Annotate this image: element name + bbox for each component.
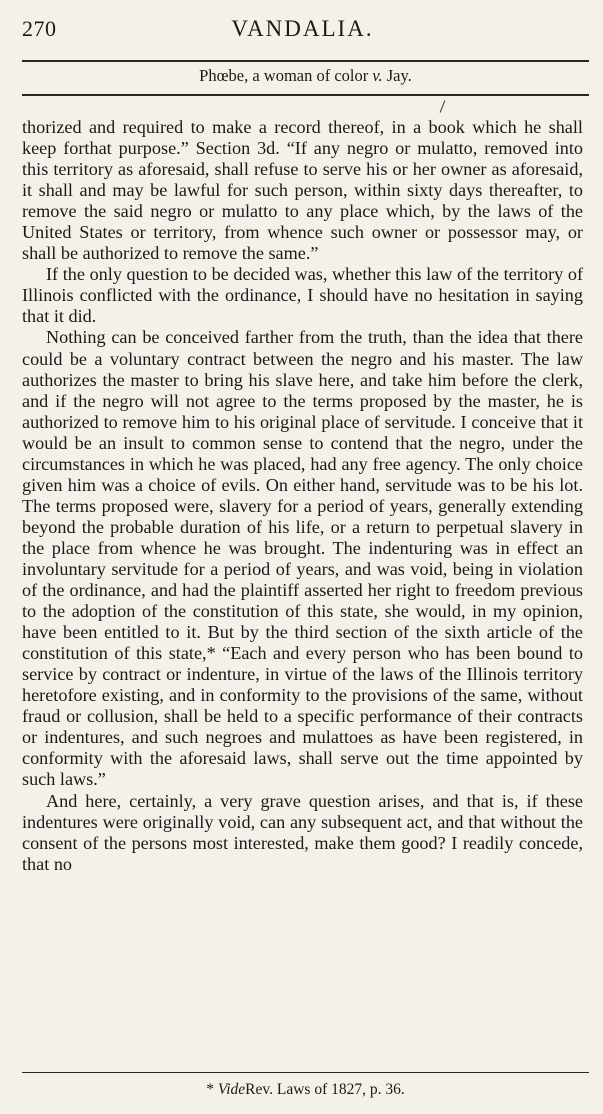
running-head — [22, 16, 583, 44]
header-rule-bottom — [22, 94, 589, 96]
paragraph: Nothing can be conceived farther from the truth, than the idea that there could be a voluntary contract between the negro and his master. The law authorizes the master to bring his slave here, and take him before the clerk, and if the negro will not agree to the terms proposed by the master, he is authorized to remove him to his original place of servitude. I conceive that it would be an insult to common sense to contend that the negro, under the circumstances in which he was placed, had any free agency. The only choice given him was a choice of evils. On either hand, servitude was to be his lot. The terms proposed were, slavery for a period of years, generally extending beyond the probable duration of his life, or a return to perpetual slavery in the place from whence he was brought. The indenturing was in effect an involuntary servitude for a period of years, and was void, being in violation of the ordinance, and had the plaintiff asserted her right to freedom previous to the adoption of the constitution of this state, she would, in my opinion, have been entitled to it. But by the third section of the sixth article of the constitution of this state,* “Each and every person who has been bound to service by contract or indenture, in virtue of the laws of the Illinois territory heretofore existing, and in conformity to the provisions of the same, without fraud or collusion, shall be held to a specific performance of their contracts or indentures, and such negroes and mulattoes as have been registered, in conformity with the aforesaid laws, shall serve out the time appointed by such laws.” — [22, 327, 583, 790]
running-title: VANDALIA. — [231, 16, 374, 41]
page-number: 270 — [22, 16, 57, 41]
footnote — [22, 1081, 589, 1099]
body-text — [22, 117, 583, 875]
paragraph-continued: thorized and required to make a record thereof, in a book which he shall keep forthat purpose.” Section 3d. “If any negro or mulatto, removed into this territory as aforesaid, shall refuse to serve his or her owner as aforesaid, it shall and may be lawful for such person, within sixty days thereafter, to remove the said negro or mulatto to any place which, by the laws of the United States or territory, from whence such owner or possessor may, or shall be authorized to remove the same.” — [22, 117, 583, 264]
case-party-defendant: Jay. — [386, 66, 412, 85]
paragraph: If the only question to be decided was, whether this law of the territory of Illinois conflicted with the ordinance, I should have no hesitation in saying that it did. — [22, 264, 583, 327]
case-versus: v. — [372, 66, 383, 85]
footnote-rule — [22, 1072, 589, 1073]
case-party-plaintiff: Phœbe, a woman of color — [199, 66, 369, 85]
stray-pen-mark — [440, 100, 446, 112]
footnote-citation: Rev. Laws of 1827, p. 36. — [245, 1081, 405, 1098]
case-title — [22, 66, 589, 86]
footnote-marker: * — [206, 1081, 215, 1098]
paragraph: And here, certainly, a very grave question arises, and that is, if these indentures were originally void, can any subsequent act, and that without the consent of the persons most interested, make them good? I readily concede, that no — [22, 790, 583, 874]
footnote-vide: Vide — [217, 1081, 246, 1098]
header-rule-top — [22, 60, 589, 62]
